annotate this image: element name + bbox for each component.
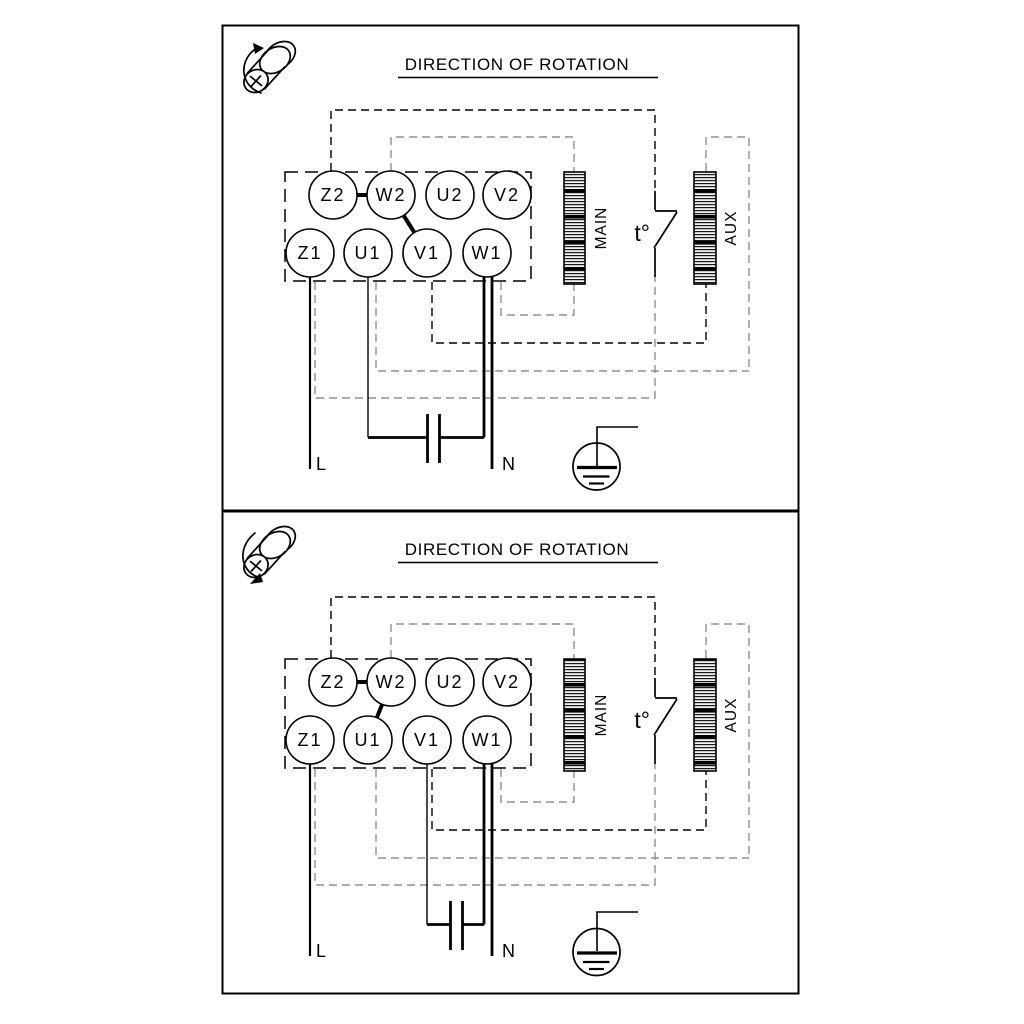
svg-text:V2: V2 xyxy=(493,185,521,205)
panel-top xyxy=(223,26,799,511)
main-winding-label: MAIN xyxy=(593,206,610,250)
rotation-direction-icon-ccw xyxy=(240,36,301,97)
line-label: L xyxy=(316,941,327,961)
aux-winding-label: AUX xyxy=(723,210,740,246)
svg-text:V1: V1 xyxy=(413,243,441,263)
main-winding-label: MAIN xyxy=(593,693,610,737)
svg-text:Z1: Z1 xyxy=(297,730,323,750)
main-winding xyxy=(564,659,610,771)
wire-w1-to-main-bottom xyxy=(501,282,574,315)
terminal-u1 xyxy=(344,716,392,764)
thermal-switch xyxy=(654,191,677,277)
motor-shaft-icon xyxy=(240,36,301,97)
terminal-z2 xyxy=(309,171,357,219)
wire-v1-to-aux-bottom xyxy=(432,282,706,343)
terminal-u1 xyxy=(344,229,392,277)
svg-text:W1: W1 xyxy=(471,730,503,750)
svg-text:W2: W2 xyxy=(375,185,407,205)
terminal-z2 xyxy=(309,658,357,706)
wire-v1-to-aux-bottom xyxy=(432,769,706,830)
terminal-v1 xyxy=(403,229,451,277)
terminal-v2 xyxy=(483,171,531,219)
terminal-v1 xyxy=(403,716,451,764)
svg-text:Z2: Z2 xyxy=(320,185,346,205)
supply-and-capacitor xyxy=(310,764,492,956)
line-label: L xyxy=(316,454,327,474)
earth-symbol xyxy=(573,912,638,976)
terminal-z1 xyxy=(286,716,334,764)
rotation-direction-icon-cw xyxy=(240,521,301,584)
page-title: DIRECTION OF ROTATION xyxy=(404,540,630,559)
terminal-u2 xyxy=(426,171,474,219)
neutral-label: N xyxy=(502,454,515,474)
terminal-w2 xyxy=(367,171,415,219)
svg-text:U2: U2 xyxy=(436,672,464,692)
svg-text:V2: V2 xyxy=(493,672,521,692)
svg-text:Z2: Z2 xyxy=(320,672,346,692)
motor-shaft-icon xyxy=(240,521,301,582)
wire-w2-to-main-top xyxy=(391,624,574,658)
earth-symbol xyxy=(573,427,638,490)
main-winding xyxy=(564,172,610,284)
wire-w2-to-main-top xyxy=(391,137,574,171)
page-title: DIRECTION OF ROTATION xyxy=(404,55,630,74)
thermal-switch-label: t° xyxy=(634,707,650,733)
svg-text:U2: U2 xyxy=(436,185,464,205)
thermal-switch-label: t° xyxy=(634,220,650,246)
terminal-u2 xyxy=(426,658,474,706)
svg-text:Z1: Z1 xyxy=(297,243,323,263)
thermal-switch xyxy=(654,678,677,764)
svg-text:V1: V1 xyxy=(413,730,441,750)
terminal-v2 xyxy=(483,658,531,706)
terminal-w1 xyxy=(463,716,511,764)
aux-winding-label: AUX xyxy=(723,697,740,733)
terminal-z1 xyxy=(286,229,334,277)
aux-winding xyxy=(694,172,740,284)
svg-text:U1: U1 xyxy=(354,243,382,263)
svg-text:U1: U1 xyxy=(354,730,382,750)
supply-and-capacitor xyxy=(310,277,492,469)
svg-text:W2: W2 xyxy=(375,672,407,692)
capacitor xyxy=(427,901,484,950)
wire-w1-to-main-bottom xyxy=(501,769,574,802)
neutral-label: N xyxy=(502,941,515,961)
svg-text:W1: W1 xyxy=(471,243,503,263)
terminal-w1 xyxy=(463,229,511,277)
capacitor xyxy=(368,414,484,463)
aux-winding xyxy=(694,659,740,771)
terminal-w2 xyxy=(367,658,415,706)
panel-bottom xyxy=(223,512,799,994)
